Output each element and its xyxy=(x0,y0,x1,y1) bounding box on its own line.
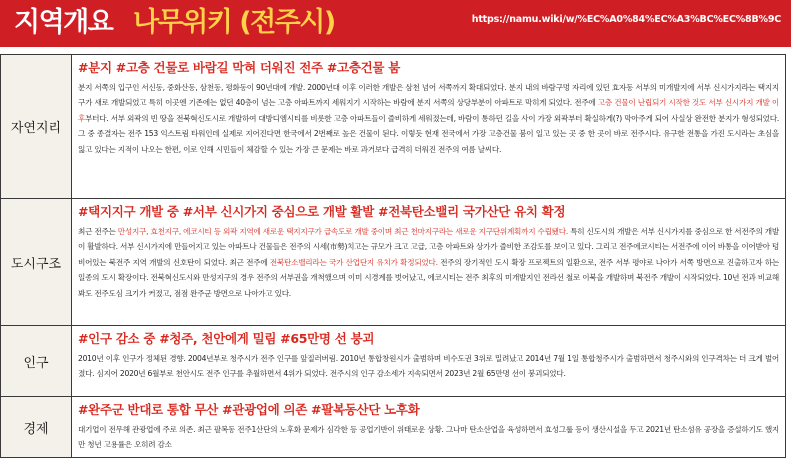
section-body xyxy=(78,422,779,453)
section-headline: #분지 #고층 건물로 바람길 막혀 더워진 전주 #고층건물 붐 xyxy=(78,60,400,75)
table-row xyxy=(1,326,786,397)
row-content xyxy=(72,55,786,199)
row-label-population: 인구 xyxy=(1,326,72,397)
body-text-run: 최근 전주는 xyxy=(78,227,118,236)
highlighted-text: 전북탄소밸리라는 국가 산업단지 유치가 확정되었다. xyxy=(269,257,438,267)
table-row xyxy=(1,55,786,199)
section-headline: #인구 감소 중 #청주, 천안에게 밀림 #65만명 선 붕괴 xyxy=(78,331,375,346)
section-headline: #택지지구 개발 중 #서부 신시가지 중심으로 개발 활발 #전북탄소밸리 국가산단 유치 확정 xyxy=(78,204,566,219)
row-label-urban-structure: 도시구조 xyxy=(1,199,72,326)
section-body xyxy=(78,224,779,301)
table-row xyxy=(1,397,786,458)
section-body xyxy=(78,351,779,382)
row-label-physical-geography: 자연지리 xyxy=(1,55,72,199)
region-overview-table xyxy=(0,54,786,458)
body-text-run: 전주의 장기적인 도시 확장 프로젝트의 일환으로, 전주 서부 평야로 나아가 서쪽 방면으로 진출하고자 하는 일종의 도시 확장이다. 전북혁신도시와 만성지구의 경우 전주의 서부권을 개척했으며 이미 시경계를 벗어났고, 에코시티는 전주 최후의 미개발지인 전라선 철로 이북을 개발하며 북전주 개발이 시작되었다. 10년 전과 비교해봐도 전주도심 크기가 커졌고, 점점 완주군 방면으로 나아가고 있다. xyxy=(78,257,779,298)
body-text-run: 부터다. 서부 외곽의 빈 땅을 전북혁신도시로 개발하여 대방디엠시티를 비롯한 고층 아파트들이 즐비하게 세워졌는데, 바람이 통하던 길을 사이 가장 외곽부터 확실하게(?) 막아주게 되어 사실상 완전한 분지가 형성되었다. 그 중 종결자는 전주 153 익스트림 타워인데 실제로 지어진다면 한국에서 2번째로 높은 건물이 된다. 이렇듯 현재 전국에서 가장 고층건물 붐이 일고 있는 곳 중 한 곳이 바로 전주시다. 유구한 전통을 가진 도시라는 초심을 잃고 있다는 지적이 나오는 한편, 이로 인해 시민들이 체감할 수 있는 가장 큰 문제는 바로 과거보다 급격히 더워진 전주의 여름 날씨다. xyxy=(78,113,779,154)
body-text-run: 2010년 이후 인구가 정체된 경향. 2004년부로 청주시가 전주 인구를 앞질러버림. 2010년 통합창원시가 출범하며 비수도권 3위로 밀려났고 2014년 7월 1일 통합청주시가 출범하면서 청주시와의 인구격차는 더 크게 벌어졌다. 심지어 2020년 6월부로 천안시도 전주 인구를 추월하면서 4위가 되었다. 전주시의 인구 감소세가 지속되면서 2023년 2월 65만명 선이 붕괴되었다. xyxy=(78,354,779,379)
body-text-run: 대기업이 전무해 관광업에 주로 의존. 최근 팔복동 전주1산단의 노후화 문제가 심각한 등 공업기반이 위태로운 상황. 그나마 탄소산업을 육성하면서 효성그룹 등이 생산시설을 두고 2021년 탄소섬유 공장을 증설하기도 했지만 청년 고용률은 오히려 감소 xyxy=(78,425,779,450)
highlighted-text: 고층 건물이 난립되기 시작한 것도 서부 신시가지 개발 이후 xyxy=(78,98,779,123)
source-url[interactable]: https://namu.wiki/w/%EC%A0%84%EC%A3%BC%EC%8B%9C xyxy=(471,14,781,25)
body-text-run: 분지 서쪽의 입구인 서신동, 중화산동, 삼천동, 평화동이 90년대에 개발. 2000년대 이후 이러한 개발은 삼천 넘어 서쪽까지 확대되었다. 분지 내의 바람구멍 자리에 있던 효자동 서부의 미개발지에 서부 신시가지라는 택지지구가 새로 개발되었고 특히 이곳엔 기존에는 없던 40층이 넘는 고층 아파트까지 세워지기 시작하는 바람에 분지 서쪽의 상당부분이 아파트로 막히게 되었다. 전주에 xyxy=(78,83,779,108)
section-body xyxy=(78,80,779,157)
header-bar xyxy=(0,0,791,47)
section-headline: #완주군 반대로 통합 무산 #관광업에 의존 #팔복동산단 노후화 xyxy=(78,402,420,417)
highlighted-text: 만성지구, 효천지구, 에코시티 등 외곽 지역에 새로운 택지지구가 급속도로 개발 중이며 최근 천마지구라는 새로운 지구단위계획까지 수립됐다. xyxy=(117,227,569,236)
page-subtitle: 나무위키 (전주시) xyxy=(133,7,335,38)
page-title: 지역개요 xyxy=(14,7,113,38)
body-text-run: 특히 신도시의 개발은 서부 신시가지를 중심으로 한 서전주의 개발이 활발하다. 서부 신시가지에 만들어지고 있는 아파트나 건물들은 전주의 시세(市勢)치고는 규모가 크고 고급, 고층 아파트와 상가가 즐비한 조감도를 보이고 있다. 그리고 전주에코시티는 서전주에 이어 바통을 이어받아 텅 비어있는 북전주 지역 개발의 신호탄이 되었다. 최근 전주에 xyxy=(78,227,779,267)
row-content xyxy=(72,397,786,458)
row-label-economy: 경제 xyxy=(1,397,72,458)
row-content xyxy=(72,199,786,326)
table-row xyxy=(1,199,786,326)
row-content xyxy=(72,326,786,397)
